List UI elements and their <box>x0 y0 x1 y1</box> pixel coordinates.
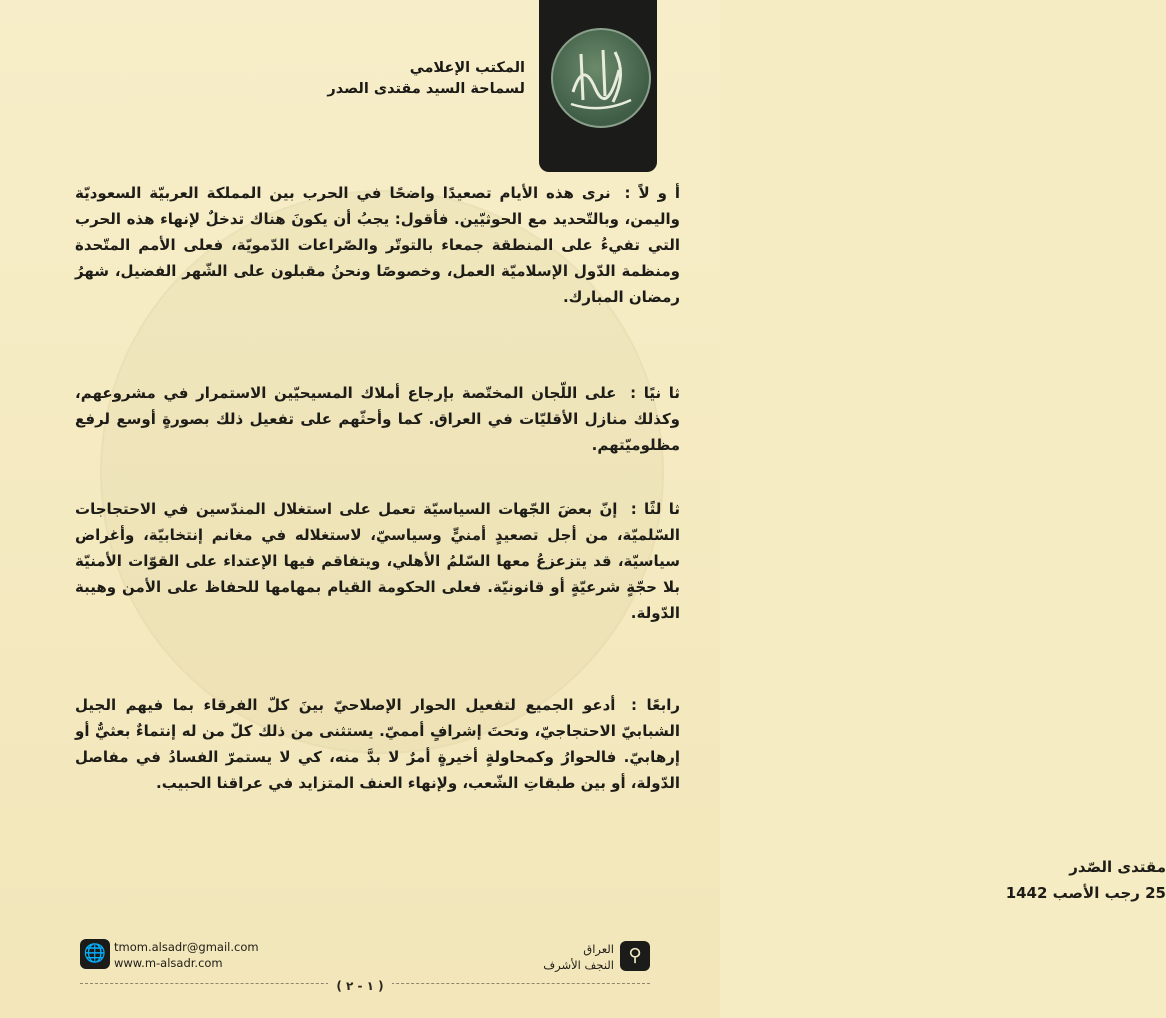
email-link[interactable]: tmom.alsadr@gmail.com <box>114 940 259 954</box>
office-name: المكتب الإعلامي <box>409 60 525 76</box>
section-text: إنّ بعضَ الجّهات السياسيّة تعمل على استغلال المندّسين في الاحتجاجات السّلميّة، من أجل تصعيدٍ أمنيٍّ وسياسيّ، لاستغلاله في مغانم إنتخابيّة، وأغراض سياسيّة، قد يتزعزعُ معها السّلمُ الأهلي، ويتفاقم فيها الإعتداء على القوّات الأمنيّة بلا حجّةٍ شرعيّةٍ أو قانونيّة. فعلى الحكومة القيام بمهامها للحفاظ على الأمن وهيبة الدّولة. <box>75 500 680 622</box>
section-text: على اللّجان المختّصة بإرجاع أملاك المسيحيّين الاستمرار في مشروعهم، وكذلك منازل الأقليّات في العراق. كما وأحثّهم على تفعيل ذلك بصورةٍ أوسع لرفع مظلوميّتهم. <box>75 384 680 454</box>
page-number-text: ( ١ - ٢ ) <box>328 979 391 993</box>
website-link[interactable]: www.m-alsadr.com <box>114 956 223 970</box>
section-text: أدعو الجميع لتفعيل الحوار الإصلاحيّ بينَ كلّ الفرقاء بما فيهم الجيل الشبابيّ الاحتجاجيّ، وتحتَ إشرافٍ أمميّ. يستثنى من ذلك كلّ من له إنتماءٌ بعثيٌّ أو إرهابيّ. فالحوارُ وكمحاولةٍ أخيرةٍ أمرٌ لا بدَّ منه، كي لا يستمرّ الفسادُ في مفاصل الدّولة، أو بين طبقاتِ الشّعب، ولإنهاء العنف المتزايد في عراقنا الحبيب. <box>75 696 680 792</box>
office-subtitle: لسماحة السيد مقتدى الصدر <box>327 81 525 97</box>
section-label: ثا لثًا : <box>630 500 680 518</box>
section-third <box>75 496 680 626</box>
footer-location <box>540 940 650 976</box>
section-text: نرى هذه الأيام تصعيدًا واضحًا في الحرب بين المملكة العربيّة السعوديّة واليمن، وبالتّحديد مع الحوثيّين. فأقول: يجبُ أن يكونَ هناك تدخلٌ لإنهاء هذه الحرب التي تفيءُ على المنطقة جمعاء بالتوتّر والصّراعات الدّمويّة، فعلى الأمم المتّحدة ومنظمة الدّول الإسلاميّة العمل، وخصوصًا ونحنُ مقبلون على الشّهر الفضيل، شهرُ رمضان المبارك. <box>75 184 680 306</box>
location-city: النجف الأشرف <box>543 958 614 972</box>
section-fourth <box>75 692 680 796</box>
section-label: رابعًا : <box>630 696 680 714</box>
logo-block <box>539 0 657 172</box>
globe-icon: 🌐 <box>80 939 110 969</box>
calligraphy-logo-strokes <box>553 30 649 126</box>
signature-date: 25 رجب الأصب 1442 <box>1005 884 1166 902</box>
section-label: أ و لاً : <box>624 184 680 202</box>
location-country: العراق <box>583 942 614 956</box>
office-header <box>225 58 525 100</box>
signature-block <box>70 854 1166 906</box>
calligraphy-logo <box>551 28 651 128</box>
location-pin-icon: ⚲ <box>620 941 650 971</box>
section-first <box>75 180 680 310</box>
page-number <box>0 975 720 994</box>
footer-contact <box>80 938 320 978</box>
section-label: ثا نيًا : <box>630 384 680 402</box>
section-second <box>75 380 680 458</box>
signature-name: مقتدى الصّدر <box>1069 858 1166 876</box>
